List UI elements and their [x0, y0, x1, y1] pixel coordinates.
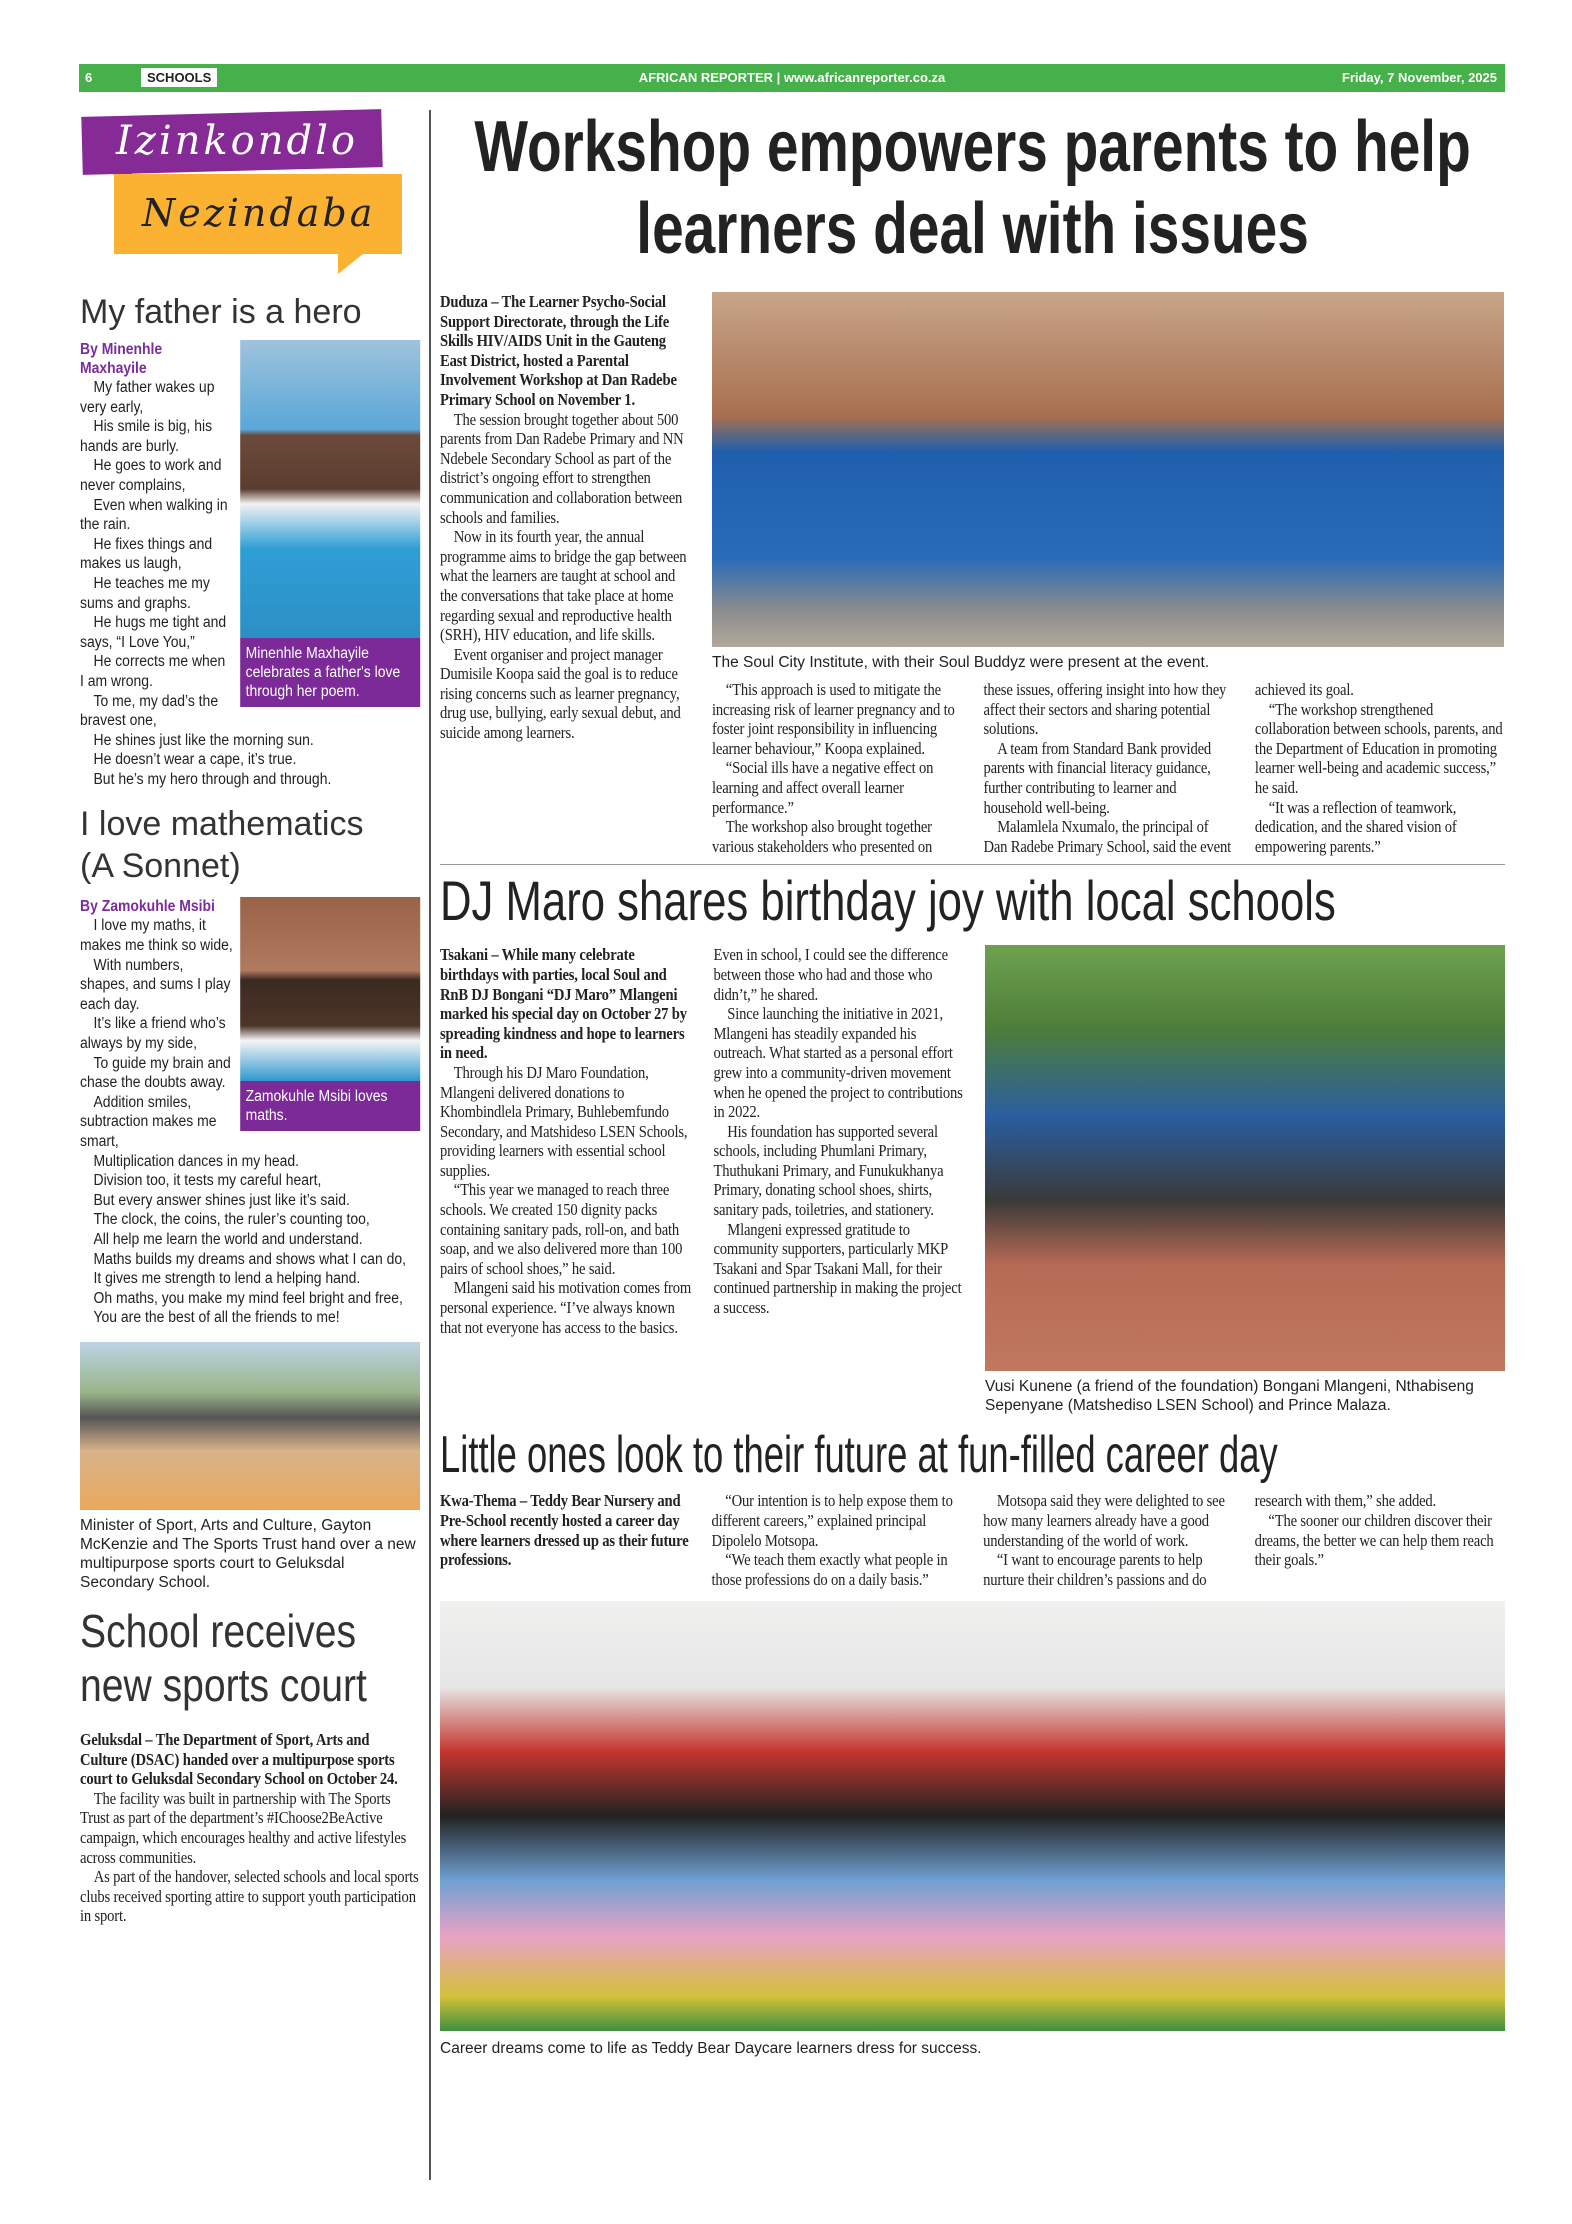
poem-line: But every answer shines just like it’s said.	[93, 1191, 350, 1209]
poem-line: He goes to work and never complains,	[80, 457, 222, 494]
column-divider	[429, 110, 431, 2180]
poem2-photo-block	[240, 897, 420, 1131]
page-header-bar	[79, 64, 1505, 92]
poem-line: I love my maths, it makes me think so wide,	[80, 917, 233, 955]
career-photo-caption: Career dreams come to life as Teddy Bear Daycare learners dress for success.	[440, 2040, 982, 2058]
career-body	[440, 1491, 1504, 1589]
issue-date: Friday, 7 November, 2025	[1341, 70, 1497, 85]
poem-line: Oh maths, you make my mind feel bright and free,	[93, 1289, 403, 1307]
poem2-title: I love mathematics (A Sonnet)	[80, 805, 364, 886]
izinkondlo-logo	[80, 108, 420, 280]
djmaro-row	[440, 945, 1505, 1415]
poem1-title: My father is a hero	[80, 293, 362, 331]
poem2-block	[80, 897, 420, 1327]
article-paragraph: The facility was built in partnership with The Sports Trust as part of the department’s #IChoose2BeActive campaign, which encourages healthy and active lifestyles across communities.	[80, 1788, 407, 1867]
poem1-block	[80, 340, 420, 789]
workshop-intro-column	[440, 292, 690, 743]
poem-line: My father wakes up very early,	[80, 379, 215, 416]
article-paragraph: “This year we managed to reach three schools. We created 150 dignity packs containing sanitary pads, roll-on, and bath soap, and we also delivered more than 100 pairs of school shoes,” he said.	[440, 1180, 683, 1278]
workshop-lead: Duduza – The Learner Psycho-Social Support Directorate, through the Life Skills HIV/AIDS Unit in the Gauteng East District, hosted a Parental Involvement Workshop at Dan Radebe Primary School on November 1.	[440, 292, 677, 409]
sports-headline: School receives new sports court	[80, 1604, 367, 1711]
poem-line: To me, my dad’s the bravest one,	[80, 692, 219, 730]
article-paragraph: The workshop also brought together various stakeholders who presented on these issues, offering insight into how they affect their sectors and sharing potential solutions.	[712, 680, 1227, 856]
article-paragraph: “It was a reflection of teamwork, dedication, and the shared vision of empowering parents.”	[1254, 797, 1457, 856]
poem-line: You are the best of all the friends to me!	[93, 1309, 340, 1327]
workshop-right	[712, 292, 1504, 856]
article-paragraph: Motsopa said they were delighted to see how many learners already have a good understanding of the world of work.	[983, 1491, 1225, 1550]
career-lead: Kwa-Thema – Teddy Bear Nursery and Pre-School recently hosted a career day where learners dressed up as their future professions.	[440, 1491, 689, 1570]
sports-lead: Geluksdal – The Department of Sport, Arts and Culture (DSAC) handed over a multipurpose sports court to Geluksdal Secondary School on October 24.	[80, 1729, 398, 1789]
article-paragraph: “I want to encourage parents to help nurture their children’s passions and do research with them,” she added.	[983, 1491, 1437, 1589]
article-paragraph: “This approach is used to mitigate the increasing risk of learner pregnancy and to foster joint responsibility in influencing learner behaviour,” Koopa explained.	[712, 680, 955, 758]
workshop-headline: Workshop empowers parents to help learners deal with issues	[474, 107, 1471, 269]
poem1-photo-caption: Minenhle Maxhayile celebrates a father's love through her poem.	[240, 638, 420, 707]
djmaro-body-wrap	[440, 945, 965, 1415]
djmaro-photo	[985, 945, 1505, 1371]
right-area	[440, 100, 1505, 2058]
poem-line: He teaches me my sums and graphs.	[80, 574, 210, 612]
poem-line: He corrects me when I am wrong.	[80, 653, 226, 690]
poem-line: With numbers, shapes, and sums I play each day.	[80, 956, 231, 1013]
poem-line: He shines just like the morning sun.	[93, 731, 314, 749]
poem2-byline: By Zamokuhle Msibi	[80, 898, 215, 916]
workshop-photo	[712, 292, 1504, 647]
poem-line: Division too, it tests my careful heart,	[93, 1172, 322, 1190]
logo-line-2: Nezindaba	[142, 191, 376, 235]
article-paragraph: As part of the handover, selected schools and local sports clubs received sporting attire to support youth participation in sport.	[80, 1867, 419, 1926]
poem-line: Even when walking in the rain.	[80, 496, 228, 534]
sports-photo-caption: Minister of Sport, Arts and Culture, Gayton McKenzie and The Sports Trust hand over a new multipurpose sports court to Geluksdal Secondary School.	[80, 1516, 416, 1591]
poem1-photo-block	[240, 340, 420, 707]
djmaro-body	[440, 945, 965, 1337]
workshop-photo-caption: The Soul City Institute, with their Soul Buddyz were present at the event.	[712, 654, 1210, 671]
article-paragraph: “The workshop strengthened collaboration between schools, parents, and the Department of Education in promoting learner well-being and academic success,” he said.	[1254, 699, 1503, 797]
workshop-body	[712, 680, 1504, 856]
sports-article-body	[80, 1730, 420, 1926]
sports-court-photo	[80, 1342, 420, 1510]
career-headline-wrap	[440, 1421, 1505, 1491]
poem-line: Multiplication dances in my head.	[93, 1152, 299, 1170]
poem2-photo	[240, 897, 420, 1081]
poem-line: He doesn’t wear a cape, it’s true.	[93, 751, 297, 769]
djmaro-headline-wrap	[440, 865, 1505, 939]
article-paragraph: Malamlela Nxumalo, the principal of Dan Radebe Primary School, said the event achieved its goal.	[983, 680, 1354, 856]
section-label: SCHOOLS	[141, 68, 217, 87]
article-paragraph: A team from Standard Bank provided parents with financial literacy guidance, further contributing to learner and household well-being.	[983, 738, 1212, 817]
article-paragraph: Through his DJ Maro Foundation, Mlangeni delivered donations to Khombindlela Primary, Buhlebemfundo Secondary, and Matshideso LSEN Schools, providing learners with essential school supplies.	[440, 1062, 688, 1180]
left-column	[80, 108, 420, 1926]
article-paragraph: Mlangeni said his motivation comes from personal experience. “I’ve always known that not everyone has access to the basics. Even in school, I could see the difference between those who had and those who didn’t,” he shared.	[440, 945, 948, 1337]
poem1-byline: By Minenhle Maxhayile	[80, 341, 163, 377]
article-paragraph: Now in its fourth year, the annual programme aims to bridge the gap between what the learners are taught at school and the conversations that take place at home regarding sexual and reproductive health (SRH), HIV education, and life skills.	[440, 527, 687, 645]
djmaro-lead: Tsakani – While many celebrate birthdays with parties, local Soul and RnB DJ Bongani “DJ Maro” Mlangeni marked his special day on October 27 by spreading kindness and hope to learners in need.	[440, 945, 687, 1063]
workshop-intro-wrap	[440, 292, 690, 856]
workshop-headline-wrap	[440, 100, 1505, 292]
poem-line: It gives me strength to lend a helping hand.	[93, 1270, 361, 1288]
poem-line: But he’s my hero through and through.	[93, 770, 332, 788]
article-paragraph: “Our intention is to help expose them to different careers,” explained principal Dipolelo Motsopa.	[711, 1491, 953, 1550]
career-headline: Little ones look to their future at fun-filled career day	[440, 1426, 1278, 1485]
article-paragraph: Since launching the initiative in 2021, Mlangeni has steadily expanded his outreach. What started as a personal effort grew into a community-driven movement when he opened the project to contributions in 2022.	[713, 1004, 963, 1122]
publication-name: AFRICAN REPORTER | www.africanreporter.co.za	[638, 70, 946, 85]
poem-line: He fixes things and makes us laugh,	[80, 535, 213, 573]
djmaro-photo-caption: Vusi Kunene (a friend of the foundation) Bongani Mlangeni, Nthabiseng Sepenyane (Matshediso LSEN School) and Prince Malaza.	[985, 1378, 1474, 1415]
article-paragraph: Mlangeni expressed gratitude to community supporters, particularly MKP Tsakani and Spar Tsakani Mall, for their continued partnership in making the project a success.	[713, 1219, 962, 1318]
poem-line: Maths builds my dreams and shows what I can do,	[93, 1250, 406, 1268]
article-paragraph: “The sooner our children discover their dreams, the better we can help them reach their goals.”	[1254, 1510, 1494, 1570]
poem1-photo	[240, 340, 420, 638]
article-paragraph: The session brought together about 500 parents from Dan Radebe Primary and NN Ndebele Secondary School as part of the district’s ongoing effort to strengthen communication and collaboration between schools and families.	[440, 409, 684, 527]
poem2-photo-caption: Zamokuhle Msibi loves maths.	[240, 1081, 420, 1131]
poem-line: He hugs me tight and says, “I Love You,”	[80, 614, 227, 651]
poem-line: All help me learn the world and understand.	[93, 1230, 363, 1248]
article-paragraph: His foundation has supported several schools, including Phumlani Primary, Thuthukani Primary, and Funukukhanya Primary, donating school shoes, shirts, sanitary pads, toiletries, and stationery.	[713, 1121, 944, 1220]
djmaro-photo-block	[985, 945, 1505, 1415]
logo-line-1: Izinkondlo	[116, 118, 358, 164]
poem-line: The clock, the coins, the ruler’s counting too,	[93, 1211, 370, 1229]
poem-line: Addition smiles, subtraction makes me smart,	[80, 1093, 217, 1150]
poem-line: To guide my brain and chase the doubts away.	[80, 1054, 231, 1092]
article-paragraph: Event organiser and project manager Dumisile Koopa said the goal is to reduce rising concerns such as learner pregnancy, drug use, bullying, early sexual debut, and suicide among learners.	[440, 644, 681, 743]
poem-line: It’s like a friend who’s always by my side,	[80, 1015, 226, 1053]
page-number: 6	[85, 70, 93, 85]
poem-line: His smile is big, his hands are burly.	[80, 418, 213, 455]
article-paragraph: “Social ills have a negative effect on learning and affect overall learner performance.”	[712, 758, 934, 817]
career-photo	[440, 1601, 1505, 2031]
article-paragraph: “We teach them exactly what people in those professions do on a daily basis.”	[711, 1550, 948, 1589]
workshop-row	[440, 292, 1505, 856]
djmaro-headline: DJ Maro shares birthday joy with local schools	[440, 869, 1336, 933]
